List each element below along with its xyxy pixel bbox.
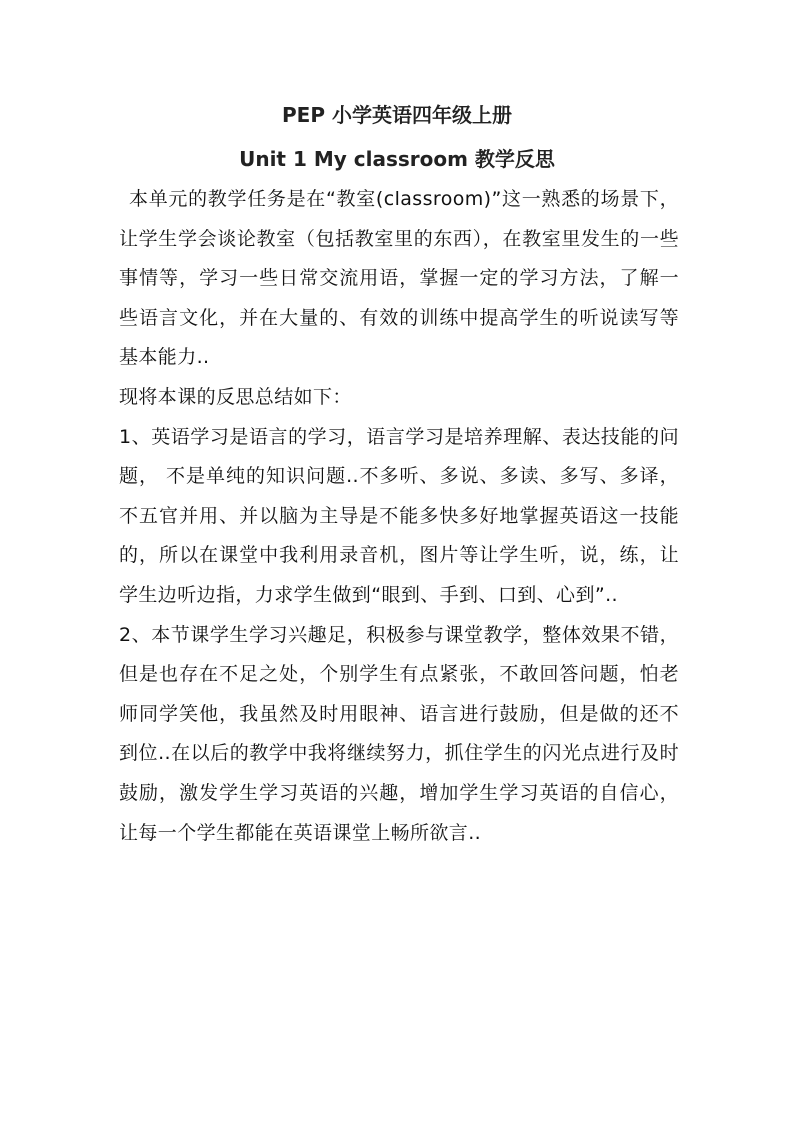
paragraph-summary-lead: 现将本课的反思总结如下：	[119, 385, 352, 408]
document-subtitle: Unit 1 My classroom 教学反思	[239, 147, 555, 171]
paragraph-point-1: 1、英语学习是语言的学习，语言学习是培养理解、表达技能的问题， 不是单纯的知识问题..不多听、多说、多读、多写、多译，不五官并用、并以脑为主导是不能多快多好地掌握英语这一技能的，所以在课堂中我利用录音机，图片等让学生听，说，练，让学生边听边指，力求学生做到“眼到、手到、口到、心到”..	[119, 425, 679, 606]
document-body	[119, 180, 679, 853]
paragraph-intro: 本单元的教学任务是在“教室(classroom)”这一熟悉的场景下，让学生学会谈论教室（包括教室里的东西），在教室里发生的一些事情等，学习一些日常交流用语，掌握一定的学习方法，了解一些语言文化，并在大量的、有效的训练中提高学生的听说读写等基本能力..	[119, 188, 679, 369]
paragraph-point-2: 2、本节课学生学习兴趣足，积极参与课堂教学，整体效果不错，但是也存在不足之处，个别学生有点紧张，不敢回答问题，怕老师同学笑他，我虽然及时用眼神、语言进行鼓励，但是做的还不到位..在以后的教学中我将继续努力，抓住学生的闪光点进行及时鼓励，激发学生学习英语的兴趣，增加学生学习英语的自信心，让每一个学生都能在英语课堂上畅所欲言..	[119, 623, 679, 844]
document-title: PEP 小学英语四年级上册	[282, 103, 512, 127]
